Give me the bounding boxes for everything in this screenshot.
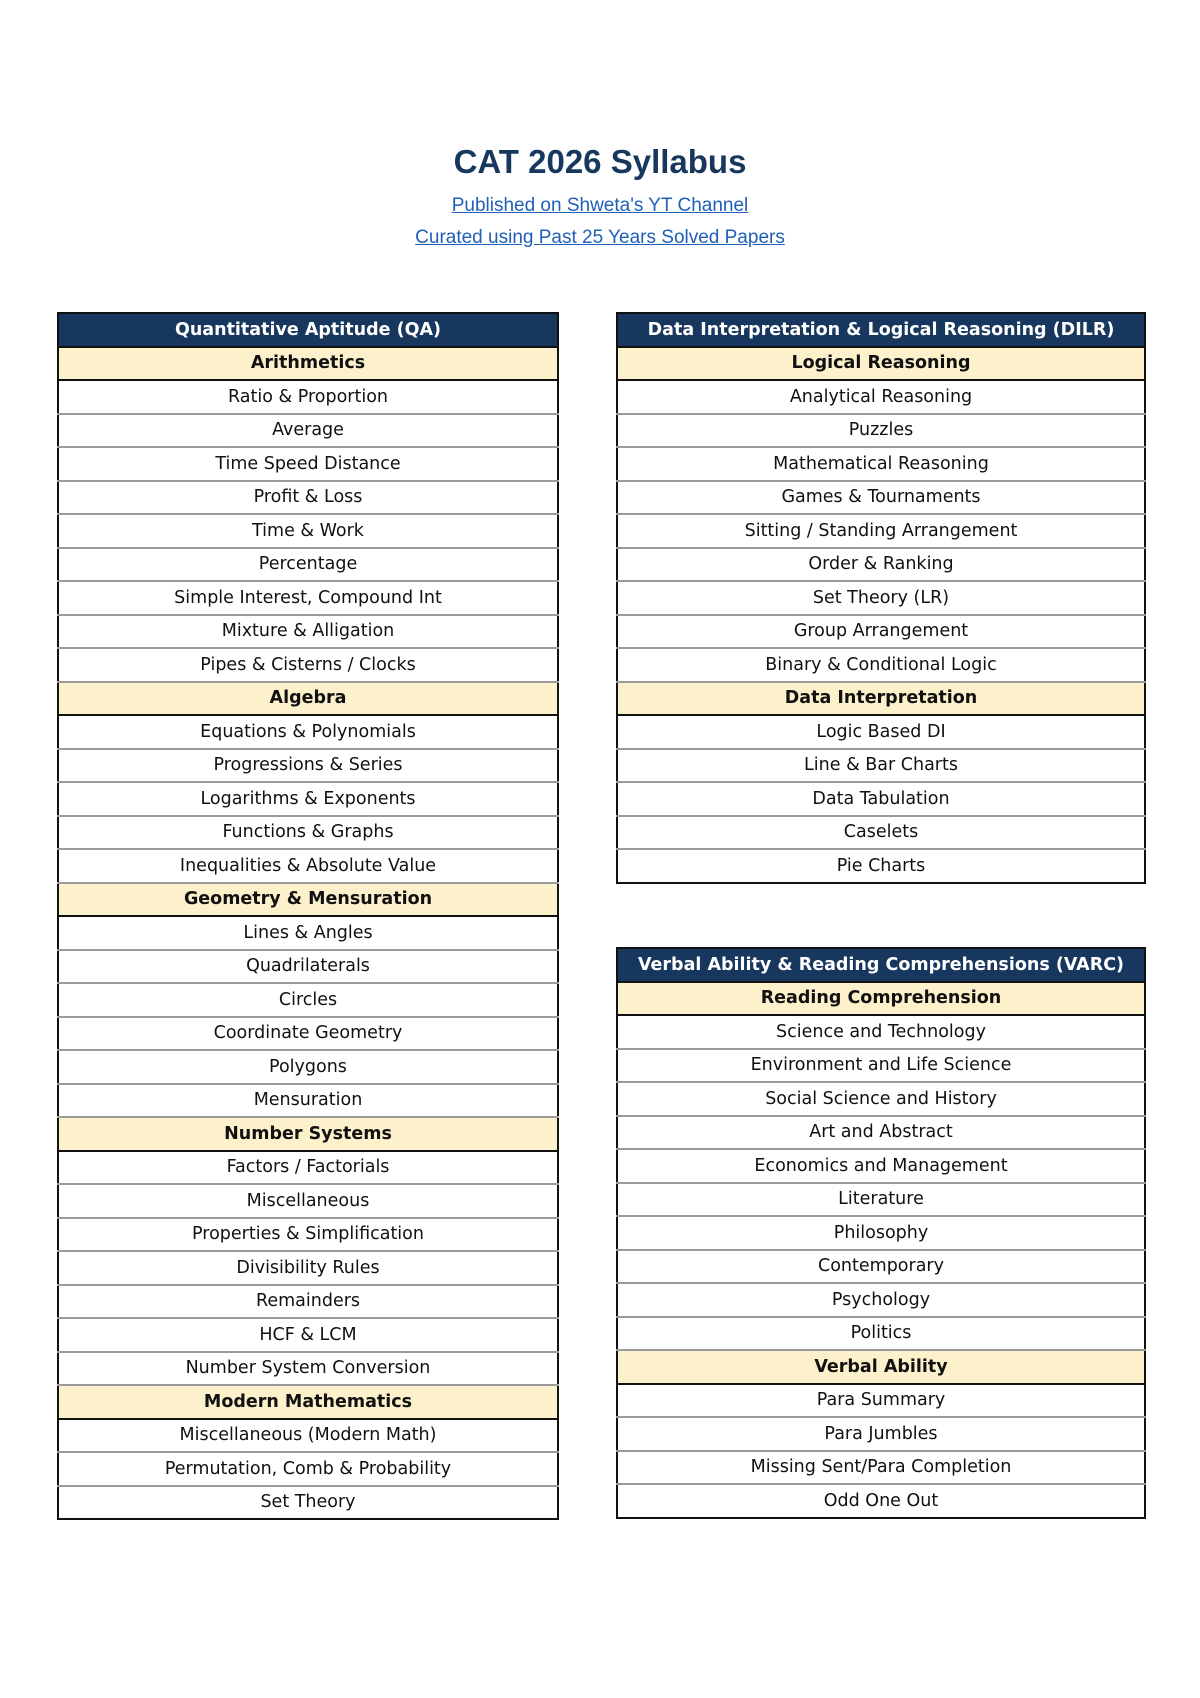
table-row — [58, 380, 558, 414]
section-title: Algebra — [58, 682, 558, 716]
varc-header: Verbal Ability & Reading Comprehensions (VARC) — [617, 948, 1145, 982]
topic-cell: Games & Tournaments — [617, 481, 1145, 515]
table-row — [58, 1251, 558, 1285]
topic-cell: Caselets — [617, 816, 1145, 850]
topic-cell: Binary & Conditional Logic — [617, 648, 1145, 682]
table-row — [58, 1285, 558, 1319]
table-header-row — [58, 313, 558, 347]
section-title: Logical Reasoning — [617, 347, 1145, 381]
table-row — [617, 648, 1145, 682]
topic-cell: Functions & Graphs — [58, 816, 558, 850]
topic-cell: Economics and Management — [617, 1149, 1145, 1183]
topic-cell: Remainders — [58, 1285, 558, 1319]
topic-cell: Properties & Simplification — [58, 1218, 558, 1252]
table-row — [58, 1050, 558, 1084]
topic-cell: Percentage — [58, 548, 558, 582]
table-row — [58, 749, 558, 783]
topic-cell: Ratio & Proportion — [58, 380, 558, 414]
table-row — [58, 983, 558, 1017]
table-row — [617, 1384, 1145, 1418]
section-row — [58, 1385, 558, 1419]
table-row — [617, 1015, 1145, 1049]
topic-cell: Social Science and History — [617, 1082, 1145, 1116]
table-row — [617, 849, 1145, 883]
section-row — [58, 347, 558, 381]
section-row — [58, 1117, 558, 1151]
table-row — [617, 1484, 1145, 1518]
section-row — [617, 682, 1145, 716]
section-title: Arithmetics — [58, 347, 558, 381]
section-row — [617, 347, 1145, 381]
table-row — [617, 1317, 1145, 1351]
section-title: Number Systems — [58, 1117, 558, 1151]
topic-cell: Polygons — [58, 1050, 558, 1084]
topic-cell: Miscellaneous — [58, 1184, 558, 1218]
topic-cell: Time & Work — [58, 514, 558, 548]
table-row — [58, 816, 558, 850]
topic-cell: Number System Conversion — [58, 1352, 558, 1386]
table-header-row — [617, 948, 1145, 982]
table-row — [58, 849, 558, 883]
topic-cell: Quadrilaterals — [58, 950, 558, 984]
topic-cell: Permutation, Comb & Probability — [58, 1452, 558, 1486]
table-row — [617, 615, 1145, 649]
table-row — [617, 447, 1145, 481]
table-row — [617, 1183, 1145, 1217]
table-row — [617, 782, 1145, 816]
table-row — [617, 1417, 1145, 1451]
table-row — [58, 1151, 558, 1185]
yt-channel-link[interactable]: Published on Shweta's YT Channel — [451, 195, 749, 216]
topic-cell: Group Arrangement — [617, 615, 1145, 649]
title-block — [0, 140, 1200, 254]
table-row — [617, 749, 1145, 783]
topic-cell: Order & Ranking — [617, 548, 1145, 582]
topic-cell: HCF & LCM — [58, 1318, 558, 1352]
topic-cell: Contemporary — [617, 1250, 1145, 1284]
table-row — [617, 1149, 1145, 1183]
table-row — [58, 782, 558, 816]
table-row — [58, 1452, 558, 1486]
past-papers-link[interactable]: Curated using Past 25 Years Solved Papers — [415, 227, 785, 248]
topic-cell: Coordinate Geometry — [58, 1017, 558, 1051]
topic-cell: Set Theory — [58, 1486, 558, 1520]
table-header-row — [617, 313, 1145, 347]
topic-cell: Simple Interest, Compound Int — [58, 581, 558, 615]
qa-header: Quantitative Aptitude (QA) — [58, 313, 558, 347]
table-row — [617, 481, 1145, 515]
table-row — [617, 1082, 1145, 1116]
table-row — [58, 414, 558, 448]
topic-cell: Pipes & Cisterns / Clocks — [58, 648, 558, 682]
table-row — [58, 715, 558, 749]
table-row — [617, 1116, 1145, 1150]
topic-cell: Profit & Loss — [58, 481, 558, 515]
topic-cell: Equations & Polynomials — [58, 715, 558, 749]
topic-cell: Miscellaneous (Modern Math) — [58, 1419, 558, 1453]
section-title: Data Interpretation — [617, 682, 1145, 716]
dilr-table — [616, 312, 1146, 884]
varc-table — [616, 947, 1146, 1519]
table-row — [58, 1419, 558, 1453]
topic-cell: Divisibility Rules — [58, 1251, 558, 1285]
table-row — [617, 715, 1145, 749]
topic-cell: Politics — [617, 1317, 1145, 1351]
table-row — [58, 581, 558, 615]
topic-cell: Mensuration — [58, 1084, 558, 1118]
topic-cell: Logic Based DI — [617, 715, 1145, 749]
topic-cell: Logarithms & Exponents — [58, 782, 558, 816]
section-title: Modern Mathematics — [58, 1385, 558, 1419]
table-row — [617, 514, 1145, 548]
topic-cell: Odd One Out — [617, 1484, 1145, 1518]
table-row — [617, 1049, 1145, 1083]
table-row — [58, 615, 558, 649]
topic-cell: Progressions & Series — [58, 749, 558, 783]
table-row — [617, 581, 1145, 615]
topic-cell: Line & Bar Charts — [617, 749, 1145, 783]
topic-cell: Literature — [617, 1183, 1145, 1217]
table-row — [58, 447, 558, 481]
topic-cell: Set Theory (LR) — [617, 581, 1145, 615]
table-row — [617, 816, 1145, 850]
table-row — [617, 414, 1145, 448]
topic-cell: Psychology — [617, 1283, 1145, 1317]
topic-cell: Inequalities & Absolute Value — [58, 849, 558, 883]
page-title: CAT 2026 Syllabus — [453, 143, 747, 180]
table-row — [617, 1451, 1145, 1485]
topic-cell: Mathematical Reasoning — [617, 447, 1145, 481]
section-row — [617, 1350, 1145, 1384]
table-row — [58, 481, 558, 515]
table-row — [58, 1352, 558, 1386]
topic-cell: Environment and Life Science — [617, 1049, 1145, 1083]
table-row — [617, 1283, 1145, 1317]
topic-cell: Missing Sent/Para Completion — [617, 1451, 1145, 1485]
table-row — [58, 916, 558, 950]
topic-cell: Circles — [58, 983, 558, 1017]
section-title: Reading Comprehension — [617, 982, 1145, 1016]
table-row — [58, 950, 558, 984]
table-row — [58, 1318, 558, 1352]
table-row — [58, 548, 558, 582]
section-title: Geometry & Mensuration — [58, 883, 558, 917]
topic-cell: Art and Abstract — [617, 1116, 1145, 1150]
table-row — [58, 514, 558, 548]
table-row — [617, 548, 1145, 582]
table-row — [58, 1084, 558, 1118]
topic-cell: Mixture & Alligation — [58, 615, 558, 649]
table-row — [58, 1218, 558, 1252]
table-row — [58, 1017, 558, 1051]
section-row — [58, 883, 558, 917]
topic-cell: Para Summary — [617, 1384, 1145, 1418]
topic-cell: Science and Technology — [617, 1015, 1145, 1049]
dilr-header: Data Interpretation & Logical Reasoning (DILR) — [617, 313, 1145, 347]
table-row — [617, 1250, 1145, 1284]
topic-cell: Lines & Angles — [58, 916, 558, 950]
table-row — [58, 1184, 558, 1218]
table-row — [617, 1216, 1145, 1250]
table-row — [58, 1486, 558, 1520]
table-row — [617, 380, 1145, 414]
topic-cell: Time Speed Distance — [58, 447, 558, 481]
section-row — [58, 682, 558, 716]
qa-table — [57, 312, 559, 1520]
table-row — [58, 648, 558, 682]
section-row — [617, 982, 1145, 1016]
topic-cell: Analytical Reasoning — [617, 380, 1145, 414]
topic-cell: Para Jumbles — [617, 1417, 1145, 1451]
topic-cell: Philosophy — [617, 1216, 1145, 1250]
topic-cell: Sitting / Standing Arrangement — [617, 514, 1145, 548]
topic-cell: Puzzles — [617, 414, 1145, 448]
topic-cell: Pie Charts — [617, 849, 1145, 883]
topic-cell: Factors / Factorials — [58, 1151, 558, 1185]
topic-cell: Data Tabulation — [617, 782, 1145, 816]
topic-cell: Average — [58, 414, 558, 448]
section-title: Verbal Ability — [617, 1350, 1145, 1384]
